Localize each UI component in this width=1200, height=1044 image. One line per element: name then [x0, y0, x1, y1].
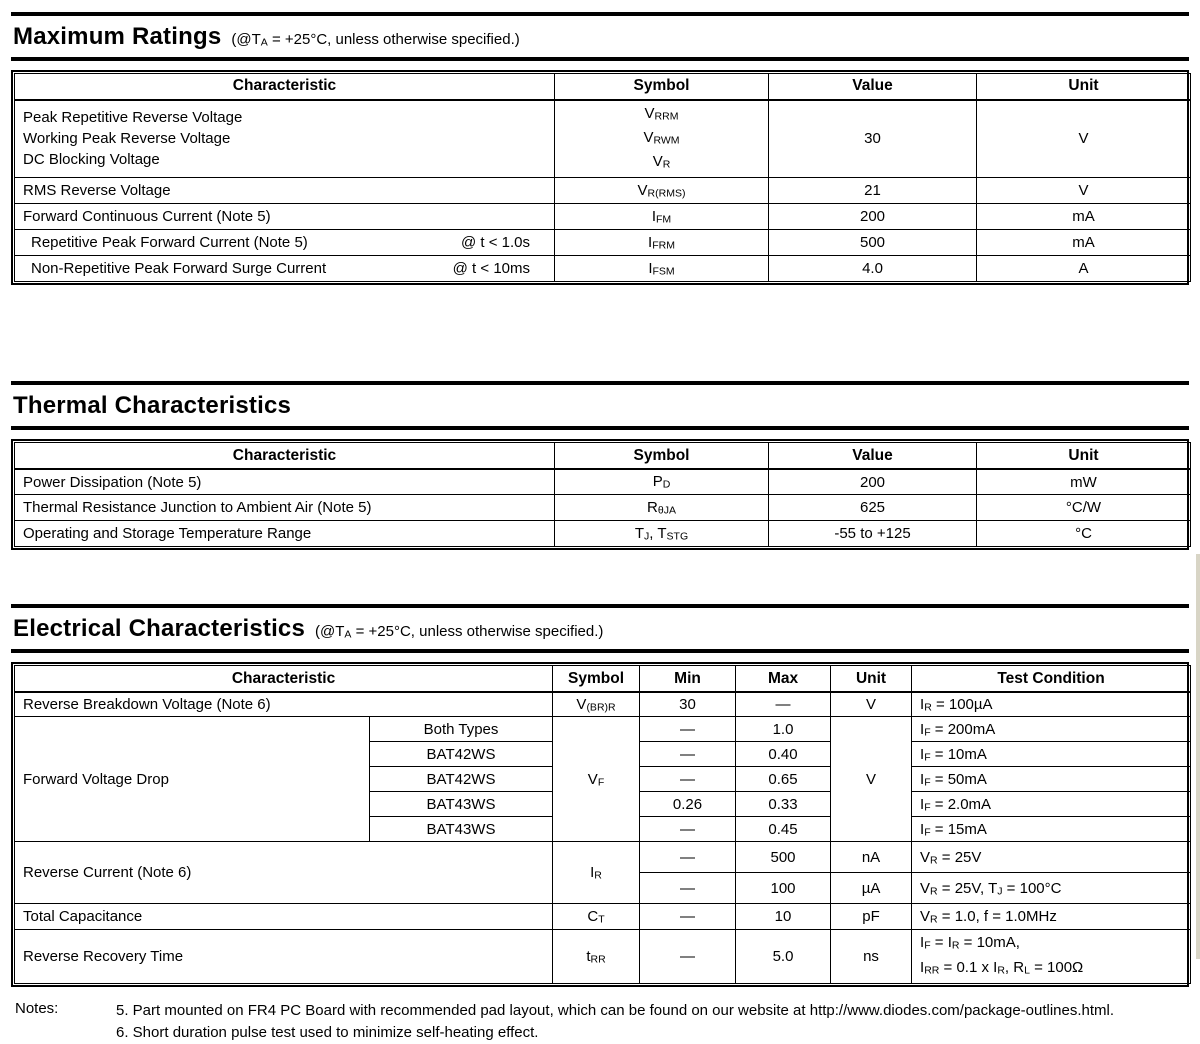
cell-unit: nA: [831, 842, 912, 873]
section-header: [11, 16, 1189, 57]
cell-characteristic: Forward Voltage Drop: [15, 717, 370, 842]
characteristic-line: Working Peak Reverse Voltage: [23, 130, 231, 148]
table-row: [15, 495, 1191, 521]
cell-unit: ns: [831, 930, 912, 984]
symbol: $V_{RRM}$: [644, 104, 679, 122]
column-header-characteristic: Characteristic: [15, 443, 555, 469]
test-condition-line: $I_{RR} = 0.1$ x $I_R$, $R_L = 100\Omega$: [920, 958, 1084, 976]
cell-unit: V: [831, 692, 912, 717]
cell-min: —: [640, 717, 736, 742]
cell-min: —: [640, 742, 736, 767]
column-header-characteristic: Characteristic: [15, 666, 553, 692]
column-header-symbol: Symbol: [553, 666, 640, 692]
table-row: [15, 256, 1191, 282]
cell-unit: V: [977, 100, 1191, 178]
column-header-value: Value: [769, 443, 977, 469]
cell-characteristic: Total Capacitance: [15, 904, 553, 930]
notes-label: Notes:: [15, 999, 59, 1017]
cell-value: 30: [769, 100, 977, 178]
notes-block: [11, 1000, 1189, 1044]
cell-value: 21: [769, 178, 977, 204]
cell-symbol: $I_{FRM}$: [555, 230, 769, 256]
cell-min: —: [640, 817, 736, 842]
cell-symbol: $P_D$: [555, 469, 769, 495]
column-header-unit: Unit: [831, 666, 912, 692]
cell-test-condition: [912, 930, 1191, 984]
table-row: [15, 469, 1191, 495]
table-row: [15, 100, 1191, 178]
cell-unit: V: [831, 717, 912, 842]
section-divider: [11, 649, 1189, 653]
table-header-row: [15, 443, 1191, 469]
cell-symbol: $V_F$: [553, 717, 640, 842]
column-header-symbol: Symbol: [555, 74, 769, 100]
table-row: [15, 204, 1191, 230]
section-subtitle: ($@T_A = +25^\circ C$, unless otherwise specified.): [315, 623, 604, 641]
datasheet-page: [0, 12, 1200, 1044]
cell-min: —: [640, 767, 736, 792]
cell-value: 200: [769, 469, 977, 495]
notes-items: [116, 1000, 1114, 1044]
column-header-test-condition: Test Condition: [912, 666, 1191, 692]
column-header-value: Value: [769, 74, 977, 100]
characteristic-line: Peak Repetitive Reverse Voltage: [23, 109, 243, 127]
cell-device-type: BAT43WS: [370, 817, 553, 842]
table-header-row: [15, 74, 1191, 100]
cell-max: 500: [736, 842, 831, 873]
test-condition-inline: @ t < 10ms: [452, 260, 530, 278]
table-row: [15, 692, 1191, 717]
cell-test-condition: $I_R = 100\mu A$: [912, 692, 1191, 717]
section-header: [11, 385, 1189, 426]
cell-symbol: [555, 100, 769, 178]
cell-symbol: $V_{R(RMS)}$: [555, 178, 769, 204]
column-header-characteristic: Characteristic: [15, 74, 555, 100]
table-header-row: [15, 666, 1191, 692]
cell-characteristic: RMS Reverse Voltage: [15, 178, 555, 204]
electrical-characteristics-table: [11, 662, 1189, 987]
cell-min: —: [640, 930, 736, 984]
cell-max: 0.33: [736, 792, 831, 817]
section-electrical-characteristics: [11, 604, 1189, 987]
section-title: Thermal Characteristics: [13, 392, 292, 420]
cell-value: 625: [769, 495, 977, 521]
cell-unit: µA: [831, 873, 912, 904]
cell-min: —: [640, 904, 736, 930]
cell-device-type: BAT42WS: [370, 767, 553, 792]
cell-test-condition: $V_R = 25V$: [912, 842, 1191, 873]
table-row: [15, 930, 1191, 984]
cell-value: 500: [769, 230, 977, 256]
cell-characteristic: Reverse Recovery Time: [15, 930, 553, 984]
cell-test-condition: $V_R = 25V$, $T_J = 100^\circ C$: [912, 873, 1191, 904]
cell-characteristic: Operating and Storage Temperature Range: [15, 521, 555, 547]
cell-characteristic: [15, 230, 555, 256]
section-title: Maximum Ratings: [13, 23, 222, 50]
cell-unit: mA: [977, 204, 1191, 230]
test-condition-line: $I_F = I_R = 10mA$,: [920, 934, 1020, 952]
cell-characteristic: [15, 256, 555, 282]
cell-unit: °C/W: [977, 495, 1191, 521]
section-title: Electrical Characteristics: [13, 615, 306, 643]
test-condition-inline: @ t < 1.0s: [460, 234, 530, 252]
table-row: [15, 230, 1191, 256]
cell-test-condition: $I_F = 15mA$: [912, 817, 1191, 842]
cell-unit: °C: [977, 521, 1191, 547]
column-header-min: Min: [640, 666, 736, 692]
cell-symbol: $I_R$: [553, 842, 640, 904]
table-row: [15, 178, 1191, 204]
cell-max: 0.40: [736, 742, 831, 767]
column-header-unit: Unit: [977, 443, 1191, 469]
cell-value: 4.0: [769, 256, 977, 282]
table-row: [15, 842, 1191, 873]
section-maximum-ratings: [11, 12, 1189, 285]
cell-symbol: $I_{FSM}$: [555, 256, 769, 282]
cell-max: 100: [736, 873, 831, 904]
section-header: [11, 608, 1189, 649]
cell-symbol: $T_J$, $T_{STG}$: [555, 521, 769, 547]
cell-test-condition: $V_R = 1.0$, f = 1.0MHz: [912, 904, 1191, 930]
cell-test-condition: $I_F = 2.0mA$: [912, 792, 1191, 817]
note-item: 5. Part mounted on FR4 PC Board with recommended pad layout, which can be found on our website at http://www.diodes.com/package-outlines.html.: [116, 1001, 1115, 1019]
cell-characteristic: Reverse Current (Note 6): [15, 842, 553, 904]
cell-unit: mW: [977, 469, 1191, 495]
cell-max: 10: [736, 904, 831, 930]
column-header-symbol: Symbol: [555, 443, 769, 469]
cell-min: —: [640, 873, 736, 904]
maximum-ratings-table: [11, 70, 1189, 285]
cell-characteristic: Reverse Breakdown Voltage (Note 6): [15, 692, 553, 717]
cell-symbol: $t_{RR}$: [553, 930, 640, 984]
characteristic-text: Repetitive Peak Forward Current (Note 5): [31, 234, 308, 252]
symbol: $V_{RWM}$: [643, 128, 680, 146]
cell-symbol: $C_T$: [553, 904, 640, 930]
cell-unit: pF: [831, 904, 912, 930]
symbol: $V_R$: [652, 153, 671, 171]
table-row: [15, 717, 1191, 742]
cell-min: —: [640, 842, 736, 873]
cell-value: -55 to +125: [769, 521, 977, 547]
cell-symbol: $I_{FM}$: [555, 204, 769, 230]
cell-characteristic: Power Dissipation (Note 5): [15, 469, 555, 495]
cell-max: 0.45: [736, 817, 831, 842]
column-header-unit: Unit: [977, 74, 1191, 100]
characteristic-line: DC Blocking Voltage: [23, 151, 160, 169]
cell-characteristic: Forward Continuous Current (Note 5): [15, 204, 555, 230]
cell-device-type: Both Types: [370, 717, 553, 742]
cell-min: 30: [640, 692, 736, 717]
section-subtitle: ($@T_A = +25^\circ C$, unless otherwise specified.): [231, 31, 520, 49]
cell-symbol: $R_{\theta JA}$: [555, 495, 769, 521]
cell-test-condition: $I_F = 50mA$: [912, 767, 1191, 792]
cell-unit: V: [977, 178, 1191, 204]
cell-max: —: [736, 692, 831, 717]
characteristic-text: Non-Repetitive Peak Forward Surge Current: [31, 260, 327, 278]
thermal-characteristics-table: [11, 439, 1189, 550]
cell-test-condition: $I_F = 10mA$: [912, 742, 1191, 767]
cell-value: 200: [769, 204, 977, 230]
section-divider: [11, 426, 1189, 430]
cell-device-type: BAT43WS: [370, 792, 553, 817]
section-thermal-characteristics: [11, 381, 1189, 550]
table-row: [15, 521, 1191, 547]
cell-max: 0.65: [736, 767, 831, 792]
page-edge-artifact: [1196, 554, 1200, 959]
cell-device-type: BAT42WS: [370, 742, 553, 767]
cell-unit: A: [977, 256, 1191, 282]
cell-unit: mA: [977, 230, 1191, 256]
cell-max: 1.0: [736, 717, 831, 742]
cell-characteristic: [15, 100, 555, 178]
section-divider: [11, 57, 1189, 61]
table-row: [15, 904, 1191, 930]
cell-max: 5.0: [736, 930, 831, 984]
column-header-max: Max: [736, 666, 831, 692]
cell-min: 0.26: [640, 792, 736, 817]
cell-test-condition: $I_F = 200mA$: [912, 717, 1191, 742]
cell-symbol: $V_{(BR)R}$: [553, 692, 640, 717]
cell-characteristic: Thermal Resistance Junction to Ambient Air (Note 5): [15, 495, 555, 521]
note-item: 6. Short duration pulse test used to minimize self-heating effect.: [116, 1023, 539, 1041]
